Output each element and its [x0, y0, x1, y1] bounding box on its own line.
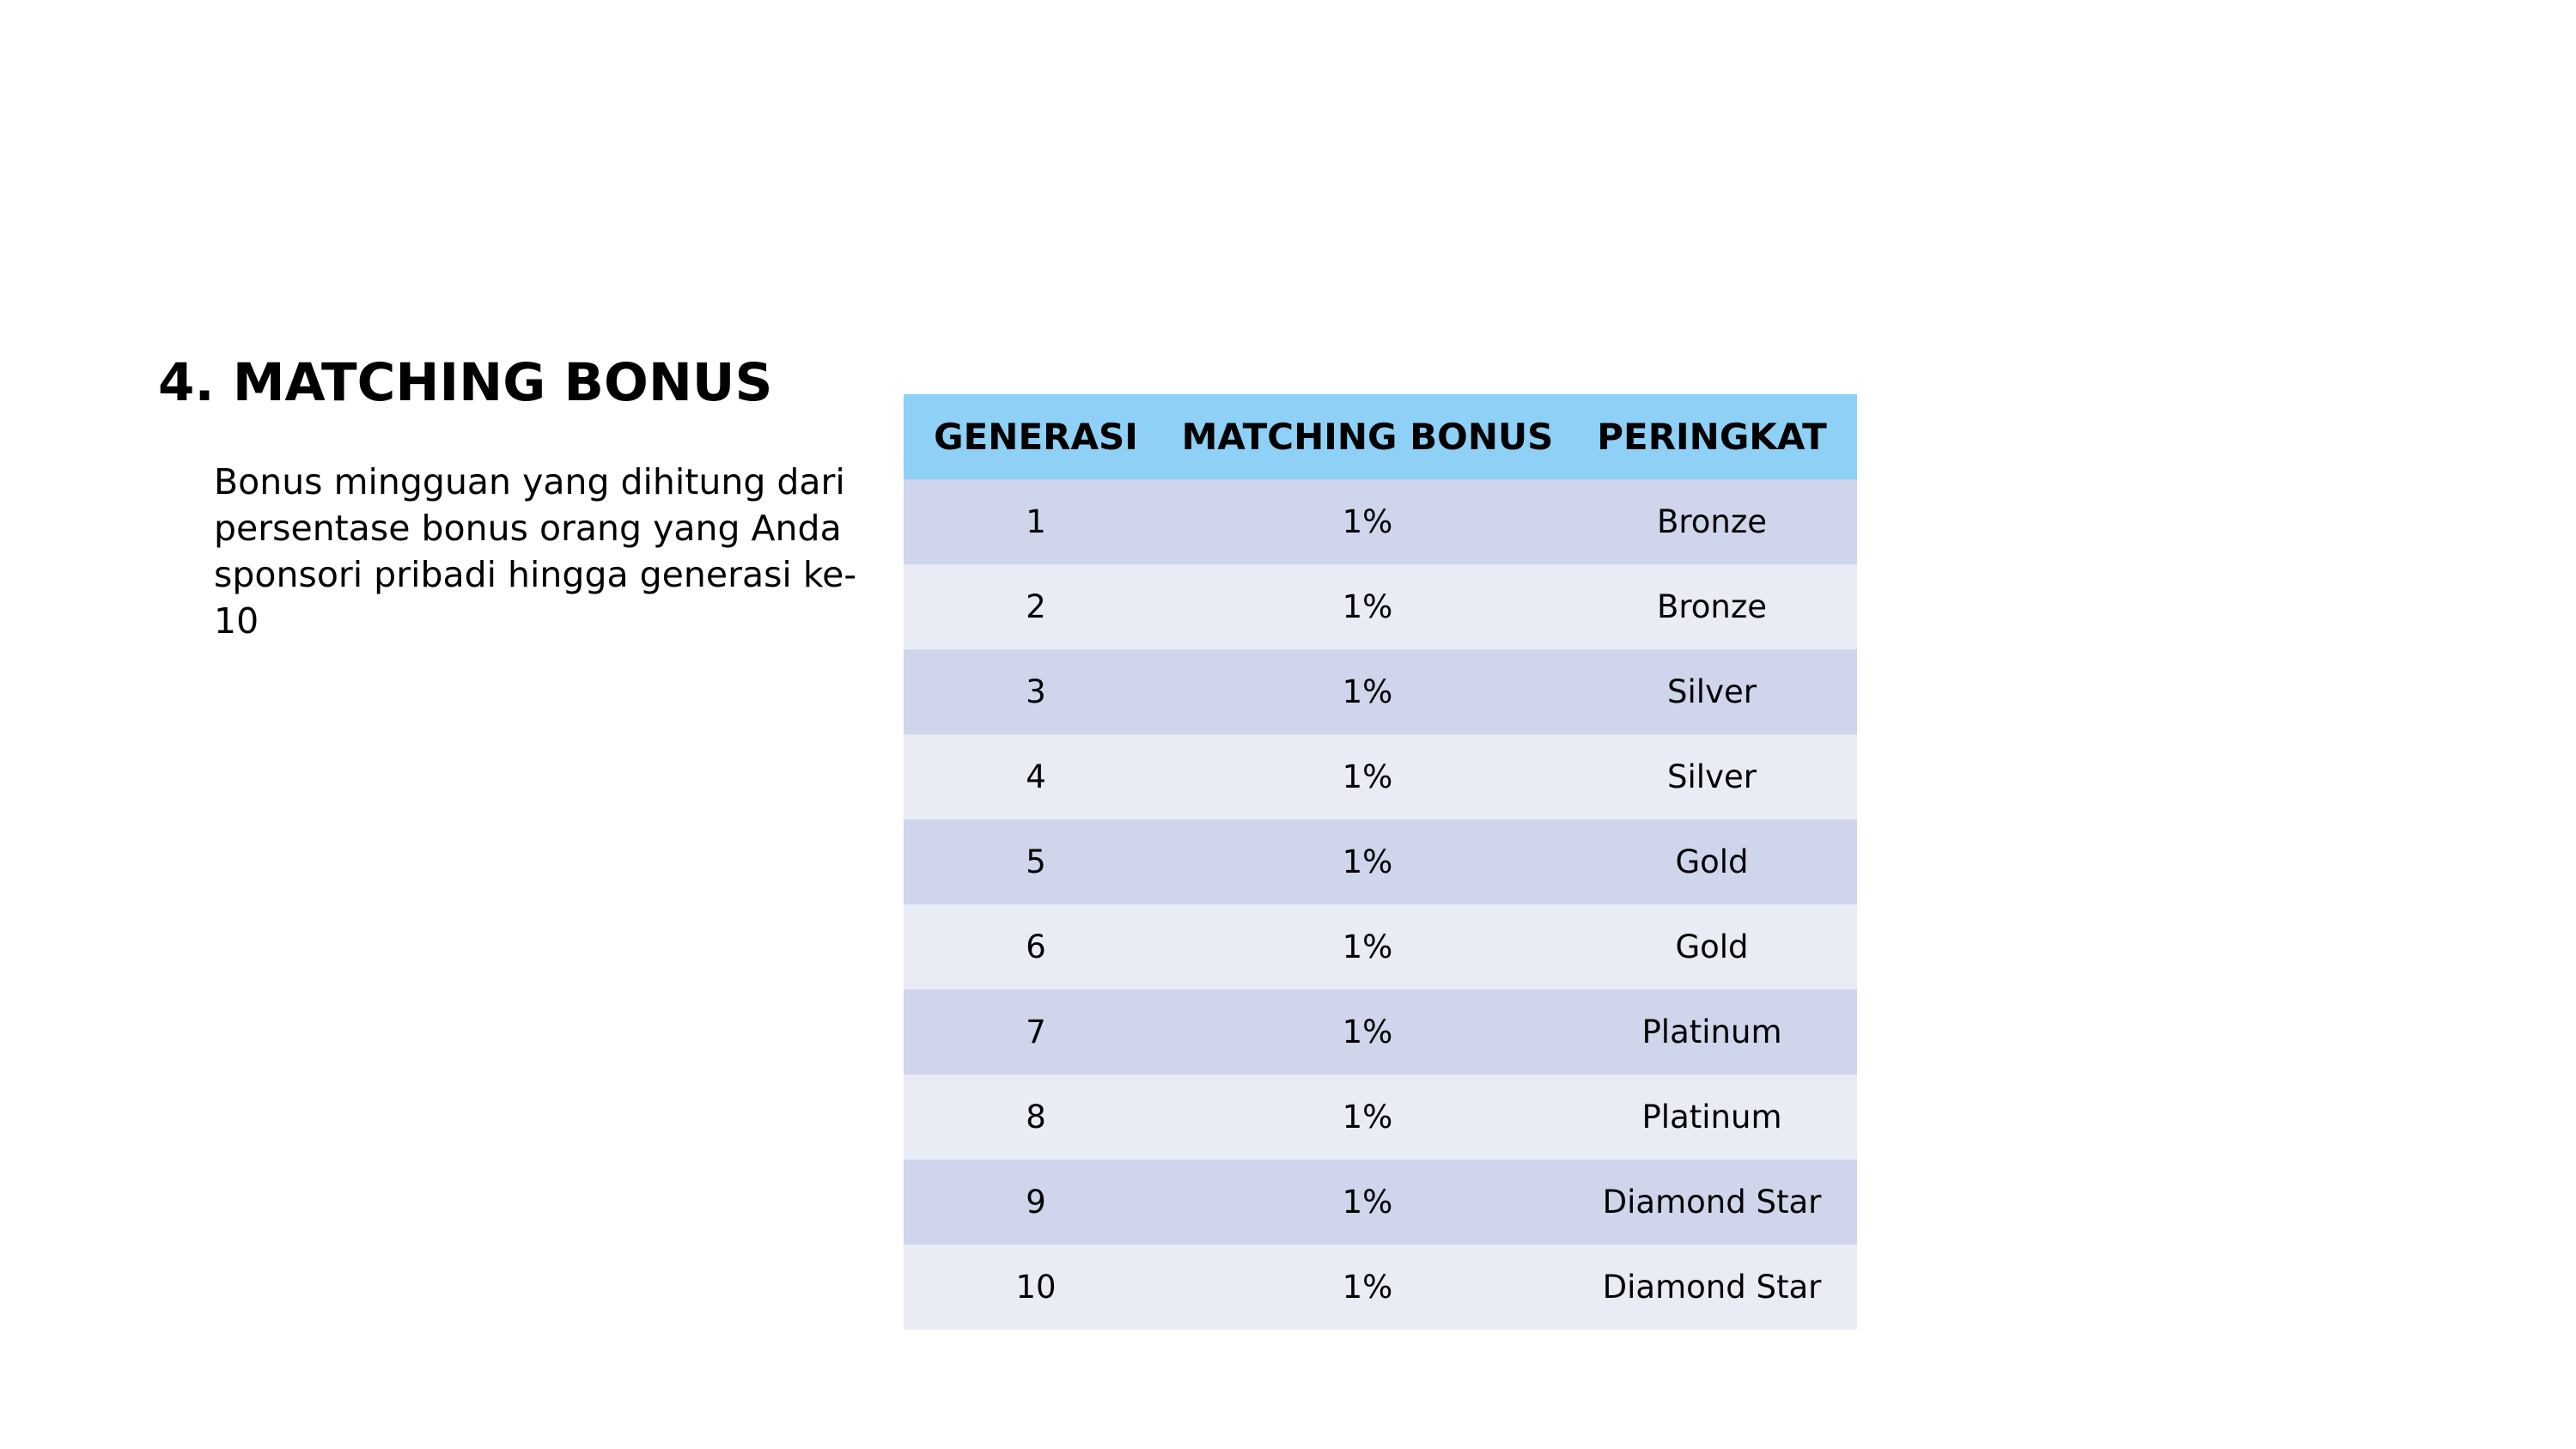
table-row — [904, 734, 1857, 819]
cell-generation: 10 — [1015, 1269, 1057, 1306]
cell-bonus: 1% — [1342, 588, 1393, 625]
table-row — [904, 1160, 1857, 1245]
table-row — [904, 904, 1857, 989]
table-row — [904, 479, 1857, 564]
cell-rank: Silver — [1667, 758, 1757, 795]
cell-rank: Bronze — [1656, 588, 1768, 625]
cell-rank: Gold — [1675, 843, 1749, 880]
table-row — [904, 1245, 1857, 1330]
cell-bonus: 1% — [1342, 1269, 1393, 1306]
cell-generation: 5 — [1026, 843, 1046, 880]
cell-bonus: 1% — [1342, 758, 1393, 795]
cell-generation: 1 — [1026, 503, 1046, 540]
section-description: Bonus mingguan yang dihitung dari persentase bonus orang yang Anda sponsori pribadi hingga generasi ke-10 — [214, 461, 857, 642]
table-row — [904, 564, 1857, 649]
cell-bonus: 1% — [1342, 1014, 1393, 1050]
cell-generation: 8 — [1026, 1099, 1046, 1135]
cell-bonus: 1% — [1342, 503, 1393, 540]
cell-generation: 7 — [1026, 1014, 1046, 1050]
header-matching-bonus: MATCHING BONUS — [1181, 416, 1554, 458]
cell-rank: Diamond Star — [1602, 1269, 1822, 1306]
header-peringkat: PERINGKAT — [1597, 416, 1827, 458]
cell-rank: Silver — [1667, 673, 1757, 710]
section-title: 4. MATCHING BONUS — [158, 352, 773, 413]
cell-rank: Gold — [1675, 928, 1749, 965]
cell-rank: Bronze — [1656, 503, 1768, 540]
cell-generation: 4 — [1026, 758, 1046, 795]
table-row — [904, 989, 1857, 1075]
cell-rank: Platinum — [1641, 1014, 1782, 1050]
table-row — [904, 649, 1857, 734]
cell-bonus: 1% — [1342, 928, 1393, 965]
cell-bonus: 1% — [1342, 843, 1393, 880]
cell-generation: 9 — [1026, 1184, 1046, 1221]
cell-generation: 2 — [1026, 588, 1046, 625]
cell-rank: Diamond Star — [1602, 1184, 1822, 1221]
table-row — [904, 1075, 1857, 1160]
table-header-row — [904, 394, 1857, 479]
cell-bonus: 1% — [1342, 1099, 1393, 1135]
cell-generation: 6 — [1026, 928, 1046, 965]
cell-generation: 3 — [1026, 673, 1046, 710]
cell-bonus: 1% — [1342, 1184, 1393, 1221]
cell-bonus: 1% — [1342, 673, 1393, 710]
table-row — [904, 819, 1857, 904]
header-generasi: GENERASI — [934, 416, 1138, 458]
matching-bonus-table — [904, 394, 1857, 1330]
cell-rank: Platinum — [1641, 1099, 1782, 1135]
